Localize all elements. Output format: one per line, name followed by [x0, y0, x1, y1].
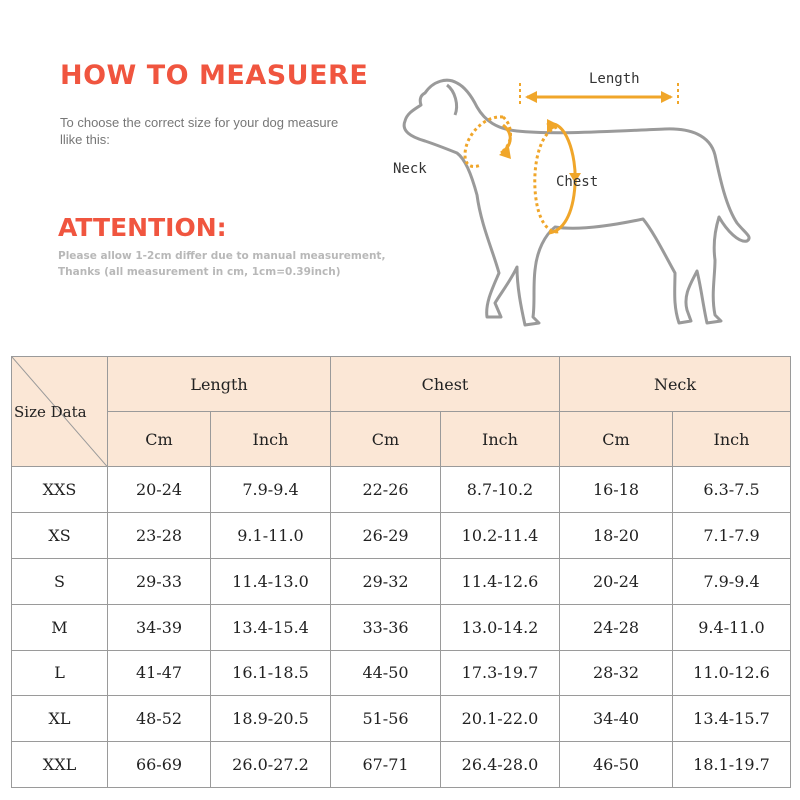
size-chart-table — [11, 356, 791, 788]
table-row — [12, 513, 791, 559]
cell-chest-cm: 44-50 — [331, 650, 441, 696]
neck-label: Neck — [393, 161, 427, 177]
cell-size: S — [12, 558, 108, 604]
subtitle: To choose the correct size for your dog measure llike this: — [60, 115, 339, 147]
cell-size: XXS — [12, 467, 108, 513]
cell-neck-inch: 6.3-7.5 — [673, 467, 791, 513]
cell-length-cm: 66-69 — [108, 742, 211, 788]
cell-neck-cm: 24-28 — [560, 604, 673, 650]
group-header-chest: Chest — [331, 357, 560, 412]
chest-label: Chest — [556, 174, 599, 190]
cell-neck-cm: 20-24 — [560, 558, 673, 604]
cell-neck-inch: 18.1-19.7 — [673, 742, 791, 788]
cell-size: XXL — [12, 742, 108, 788]
cell-neck-cm: 34-40 — [560, 696, 673, 742]
cell-length-cm: 29-33 — [108, 558, 211, 604]
cell-neck-inch: 13.4-15.7 — [673, 696, 791, 742]
cell-chest-cm: 29-32 — [331, 558, 441, 604]
cell-length-inch: 16.1-18.5 — [211, 650, 331, 696]
group-header-neck: Neck — [560, 357, 791, 412]
cell-neck-cm: 16-18 — [560, 467, 673, 513]
table-row — [12, 467, 791, 513]
group-header-row — [12, 357, 791, 412]
cell-chest-cm: 33-36 — [331, 604, 441, 650]
cell-chest-cm: 26-29 — [331, 513, 441, 559]
cell-chest-inch: 26.4-28.0 — [441, 742, 560, 788]
table-row — [12, 650, 791, 696]
table-row — [12, 742, 791, 788]
cell-neck-inch: 7.9-9.4 — [673, 558, 791, 604]
attention-note: Please allow 1-2cm differ due to manual measurement, Thanks (all measurement in cm, 1cm=0.39inch) — [58, 250, 386, 278]
size-data-corner — [12, 357, 108, 467]
cell-chest-inch: 10.2-11.4 — [441, 513, 560, 559]
unit-header-chest-inch: Inch — [441, 412, 560, 467]
table-row — [12, 696, 791, 742]
table-row — [12, 604, 791, 650]
cell-length-cm: 34-39 — [108, 604, 211, 650]
page-title: HOW TO MEASUERE — [60, 60, 369, 91]
cell-neck-inch: 7.1-7.9 — [673, 513, 791, 559]
cell-size: XL — [12, 696, 108, 742]
unit-header-neck-cm: Cm — [560, 412, 673, 467]
unit-header-chest-cm: Cm — [331, 412, 441, 467]
group-header-length: Length — [108, 357, 331, 412]
cell-chest-cm: 51-56 — [331, 696, 441, 742]
cell-chest-inch: 17.3-19.7 — [441, 650, 560, 696]
cell-chest-inch: 20.1-22.0 — [441, 696, 560, 742]
attention-title: ATTENTION: — [58, 213, 227, 242]
cell-length-inch: 18.9-20.5 — [211, 696, 331, 742]
cell-chest-cm: 22-26 — [331, 467, 441, 513]
cell-chest-inch: 8.7-10.2 — [441, 467, 560, 513]
unit-header-row — [12, 412, 791, 467]
cell-length-inch: 26.0-27.2 — [211, 742, 331, 788]
table-row — [12, 558, 791, 604]
cell-size: XS — [12, 513, 108, 559]
cell-length-inch: 13.4-15.4 — [211, 604, 331, 650]
cell-neck-inch: 11.0-12.6 — [673, 650, 791, 696]
cell-neck-cm: 18-20 — [560, 513, 673, 559]
cell-chest-inch: 11.4-12.6 — [441, 558, 560, 604]
cell-neck-cm: 46-50 — [560, 742, 673, 788]
dog-measure-diagram — [385, 55, 760, 345]
cell-size: M — [12, 604, 108, 650]
cell-length-cm: 23-28 — [108, 513, 211, 559]
size-rows — [12, 467, 791, 788]
unit-header-length-cm: Cm — [108, 412, 211, 467]
cell-length-inch: 7.9-9.4 — [211, 467, 331, 513]
unit-header-neck-inch: Inch — [673, 412, 791, 467]
cell-neck-inch: 9.4-11.0 — [673, 604, 791, 650]
cell-chest-cm: 67-71 — [331, 742, 441, 788]
cell-neck-cm: 28-32 — [560, 650, 673, 696]
cell-length-cm: 20-24 — [108, 467, 211, 513]
corner-label: Size Data — [14, 403, 87, 421]
unit-header-length-inch: Inch — [211, 412, 331, 467]
cell-length-cm: 41-47 — [108, 650, 211, 696]
cell-chest-inch: 13.0-14.2 — [441, 604, 560, 650]
cell-length-inch: 11.4-13.0 — [211, 558, 331, 604]
cell-size: L — [12, 650, 108, 696]
length-label: Length — [589, 71, 640, 87]
cell-length-cm: 48-52 — [108, 696, 211, 742]
dog-outline — [404, 80, 749, 325]
cell-length-inch: 9.1-11.0 — [211, 513, 331, 559]
